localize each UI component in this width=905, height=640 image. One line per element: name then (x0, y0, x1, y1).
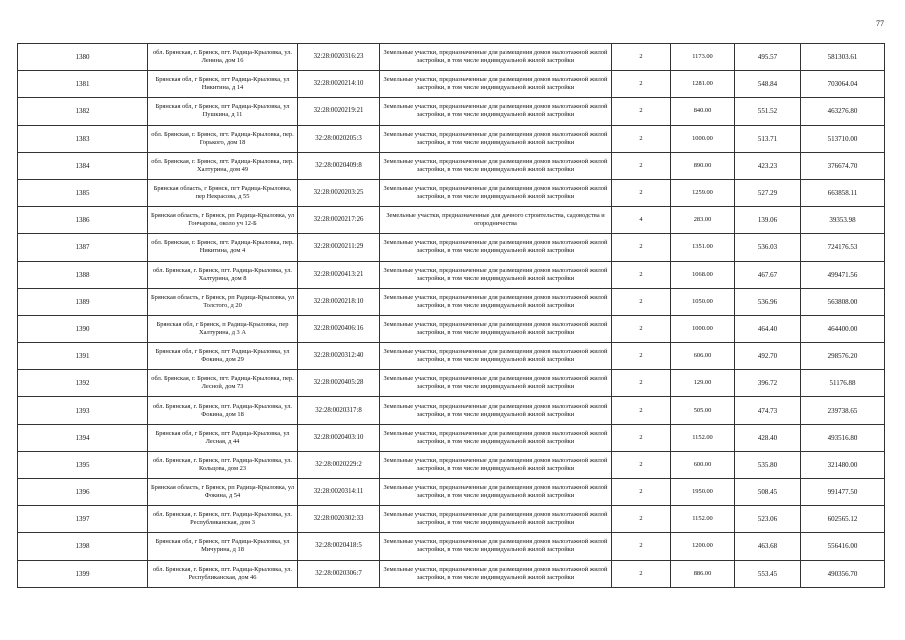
group-cell: 2 (612, 560, 671, 587)
specific-value-cell: 523.06 (735, 506, 801, 533)
area-cell: 1259.00 (671, 179, 735, 206)
area-cell: 606.00 (671, 343, 735, 370)
permitted-use-cell: Земельные участки, предназначенные для размещения домов малоэтажной жилой застройки, в том числе индивидуальной жилой застройки (380, 288, 612, 315)
area-cell: 1152.00 (671, 506, 735, 533)
area-cell: 129.00 (671, 370, 735, 397)
permitted-use-cell: Земельные участки, предназначенные для размещения домов малоэтажной жилой застройки, в том числе индивидуальной жилой застройки (380, 370, 612, 397)
address-cell: обл. Брянская, г. Брянск, пгт. Радица-Крыловка, пер. Горького, дом 18 (148, 125, 298, 152)
cadastral-value-cell: 321480.00 (801, 451, 885, 478)
area-cell: 1173.00 (671, 44, 735, 71)
cadastral-number-cell: 32:28:0020306:7 (298, 560, 380, 587)
table-row (18, 179, 885, 206)
cadastral-value-cell: 239738.65 (801, 397, 885, 424)
permitted-use-cell: Земельные участки, предназначенные для размещения домов малоэтажной жилой застройки, в том числе индивидуальной жилой застройки (380, 506, 612, 533)
row-number-cell: 1388 (18, 261, 148, 288)
row-number-cell: 1392 (18, 370, 148, 397)
specific-value-cell: 463.68 (735, 533, 801, 560)
row-number-cell: 1385 (18, 179, 148, 206)
address-cell: Брянская обл, г Брянск, п Радица-Крыловка, пер Халтурина, д 3 А (148, 315, 298, 342)
table-row (18, 370, 885, 397)
permitted-use-cell: Земельные участки, предназначенные для размещения домов малоэтажной жилой застройки, в том числе индивидуальной жилой застройки (380, 397, 612, 424)
area-cell: 1152.00 (671, 424, 735, 451)
address-cell: Брянская обл, г Брянск, пгт Радица-Крыловка, ул Фокина, дом 29 (148, 343, 298, 370)
area-cell: 840.00 (671, 98, 735, 125)
permitted-use-cell: Земельные участки, предназначенные для размещения домов малоэтажной жилой застройки, в том числе индивидуальной жилой застройки (380, 560, 612, 587)
cadastral-number-cell: 32:28:0020409:8 (298, 152, 380, 179)
permitted-use-cell: Земельные участки, предназначенные для дачного строительства, садоводства и огородничества (380, 207, 612, 234)
permitted-use-cell: Земельные участки, предназначенные для размещения домов малоэтажной жилой застройки, в том числе индивидуальной жилой застройки (380, 343, 612, 370)
page-number: 77 (876, 19, 884, 28)
row-number-cell: 1384 (18, 152, 148, 179)
group-cell: 2 (612, 234, 671, 261)
specific-value-cell: 139.06 (735, 207, 801, 234)
address-cell: Брянская обл, г Брянск, пгт Радица-Крыловка, ул Мичурина, д 18 (148, 533, 298, 560)
group-cell: 2 (612, 98, 671, 125)
address-cell: Брянская область, г Брянск, рп Радица-Крыловка, ул Толстого, д 20 (148, 288, 298, 315)
cadastral-number-cell: 32:28:0020203:25 (298, 179, 380, 206)
specific-value-cell: 508.45 (735, 479, 801, 506)
group-cell: 2 (612, 424, 671, 451)
address-cell: Брянская область, г Брянск, пгт Радица-Крыловка, пер Некрасова, д 55 (148, 179, 298, 206)
cadastral-number-cell: 32:28:0020218:10 (298, 288, 380, 315)
cadastral-number-cell: 32:28:0020214:10 (298, 71, 380, 98)
row-number-cell: 1389 (18, 288, 148, 315)
address-cell: обл. Брянская, г. Брянск, пгт. Радица-Крыловка, пер. Халтурина, дом 49 (148, 152, 298, 179)
specific-value-cell: 536.96 (735, 288, 801, 315)
area-cell: 1068.00 (671, 261, 735, 288)
cadastral-number-cell: 32:28:0020406:16 (298, 315, 380, 342)
area-cell: 1950.00 (671, 479, 735, 506)
cadastral-number-cell: 32:28:0020219:21 (298, 98, 380, 125)
row-number-cell: 1393 (18, 397, 148, 424)
row-number-cell: 1390 (18, 315, 148, 342)
address-cell: Брянская обл, г Брянск, пгт Радица-Крыловка, ул Пушкина, д 11 (148, 98, 298, 125)
cadastral-value-cell: 298576.20 (801, 343, 885, 370)
cadastral-value-cell: 991477.50 (801, 479, 885, 506)
row-number-cell: 1381 (18, 71, 148, 98)
address-cell: Брянская обл, г Брянск, пгт Радица-Крыловка, ул Лесная, д 44 (148, 424, 298, 451)
specific-value-cell: 396.72 (735, 370, 801, 397)
specific-value-cell: 527.29 (735, 179, 801, 206)
cadastral-value-cell: 724176.53 (801, 234, 885, 261)
area-cell: 1000.00 (671, 315, 735, 342)
group-cell: 2 (612, 288, 671, 315)
row-number-cell: 1398 (18, 533, 148, 560)
cadastral-number-cell: 32:28:0020403:10 (298, 424, 380, 451)
permitted-use-cell: Земельные участки, предназначенные для размещения домов малоэтажной жилой застройки, в том числе индивидуальной жилой застройки (380, 125, 612, 152)
address-cell: Брянская обл, г Брянск, пгт Радица-Крыловка, ул Никитина, д 14 (148, 71, 298, 98)
row-number-cell: 1395 (18, 451, 148, 478)
group-cell: 2 (612, 506, 671, 533)
address-cell: обл. Брянская, г. Брянск, пгт. Радица-Крыловка, пер. Никитина, дом 4 (148, 234, 298, 261)
specific-value-cell: 423.23 (735, 152, 801, 179)
specific-value-cell: 467.67 (735, 261, 801, 288)
cadastral-value-cell: 563808.00 (801, 288, 885, 315)
row-number-cell: 1386 (18, 207, 148, 234)
group-cell: 2 (612, 533, 671, 560)
area-cell: 1281.00 (671, 71, 735, 98)
cadastral-value-cell: 513710.00 (801, 125, 885, 152)
area-cell: 886.00 (671, 560, 735, 587)
area-cell: 1050.00 (671, 288, 735, 315)
cadastral-value-cell: 463276.80 (801, 98, 885, 125)
group-cell: 2 (612, 152, 671, 179)
table-row (18, 343, 885, 370)
table-row (18, 152, 885, 179)
row-number-cell: 1396 (18, 479, 148, 506)
specific-value-cell: 428.40 (735, 424, 801, 451)
permitted-use-cell: Земельные участки, предназначенные для размещения домов малоэтажной жилой застройки, в том числе индивидуальной жилой застройки (380, 71, 612, 98)
specific-value-cell: 551.52 (735, 98, 801, 125)
area-cell: 1000.00 (671, 125, 735, 152)
row-number-cell: 1387 (18, 234, 148, 261)
row-number-cell: 1380 (18, 44, 148, 71)
cadastral-number-cell: 32:28:0020316:23 (298, 44, 380, 71)
address-cell: обл. Брянская, г. Брянск, пгт. Радица-Крыловка, ул. Фокина, дом 18 (148, 397, 298, 424)
permitted-use-cell: Земельные участки, предназначенные для размещения домов малоэтажной жилой застройки, в том числе индивидуальной жилой застройки (380, 234, 612, 261)
table-row (18, 397, 885, 424)
cadastral-number-cell: 32:28:0020418:5 (298, 533, 380, 560)
specific-value-cell: 474.73 (735, 397, 801, 424)
address-cell: обл. Брянская, г. Брянск, пгт. Радица-Крыловка, ул. Кольцова, дом 23 (148, 451, 298, 478)
cadastral-number-cell: 32:28:0020312:40 (298, 343, 380, 370)
group-cell: 2 (612, 71, 671, 98)
table-row (18, 424, 885, 451)
table-row (18, 98, 885, 125)
row-number-cell: 1383 (18, 125, 148, 152)
table-row (18, 451, 885, 478)
cadastral-value-cell: 703064.04 (801, 71, 885, 98)
table-row (18, 207, 885, 234)
group-cell: 2 (612, 125, 671, 152)
cadastral-number-cell: 32:28:0020317:8 (298, 397, 380, 424)
table-row (18, 506, 885, 533)
group-cell: 2 (612, 179, 671, 206)
permitted-use-cell: Земельные участки, предназначенные для размещения домов малоэтажной жилой застройки, в том числе индивидуальной жилой застройки (380, 179, 612, 206)
group-cell: 2 (612, 261, 671, 288)
area-cell: 890.00 (671, 152, 735, 179)
cadastral-number-cell: 32:28:0020205:3 (298, 125, 380, 152)
cadastral-value-cell: 490356.70 (801, 560, 885, 587)
cadastral-value-cell: 51176.88 (801, 370, 885, 397)
permitted-use-cell: Земельные участки, предназначенные для размещения домов малоэтажной жилой застройки, в том числе индивидуальной жилой застройки (380, 533, 612, 560)
group-cell: 2 (612, 315, 671, 342)
permitted-use-cell: Земельные участки, предназначенные для размещения домов малоэтажной жилой застройки, в том числе индивидуальной жилой застройки (380, 424, 612, 451)
table-row (18, 125, 885, 152)
row-number-cell: 1391 (18, 343, 148, 370)
table-body (18, 44, 885, 588)
table-row (18, 479, 885, 506)
group-cell: 2 (612, 343, 671, 370)
table-row (18, 234, 885, 261)
permitted-use-cell: Земельные участки, предназначенные для размещения домов малоэтажной жилой застройки, в том числе индивидуальной жилой застройки (380, 451, 612, 478)
row-number-cell: 1382 (18, 98, 148, 125)
area-cell: 1351.00 (671, 234, 735, 261)
group-cell: 2 (612, 370, 671, 397)
group-cell: 2 (612, 479, 671, 506)
address-cell: обл. Брянская, г. Брянск, пгт. Радица-Крыловка, ул. Республиканская, дом 46 (148, 560, 298, 587)
specific-value-cell: 553.45 (735, 560, 801, 587)
area-cell: 283.00 (671, 207, 735, 234)
cadastral-value-cell: 39353.98 (801, 207, 885, 234)
specific-value-cell: 495.57 (735, 44, 801, 71)
specific-value-cell: 536.03 (735, 234, 801, 261)
area-cell: 600.00 (671, 451, 735, 478)
cadastral-number-cell: 32:28:0020405:28 (298, 370, 380, 397)
cadastral-value-cell: 493516.80 (801, 424, 885, 451)
permitted-use-cell: Земельные участки, предназначенные для размещения домов малоэтажной жилой застройки, в том числе индивидуальной жилой застройки (380, 261, 612, 288)
table-row (18, 261, 885, 288)
cadastral-value-cell: 602565.12 (801, 506, 885, 533)
table-row (18, 288, 885, 315)
specific-value-cell: 513.71 (735, 125, 801, 152)
cadastral-number-cell: 32:28:0020302:33 (298, 506, 380, 533)
area-cell: 505.00 (671, 397, 735, 424)
cadastral-value-cell: 499471.56 (801, 261, 885, 288)
table-row (18, 315, 885, 342)
address-cell: Брянская область, г Брянск, рп Радица-Крыловка, ул Фокина, д 54 (148, 479, 298, 506)
cadastral-value-cell: 376674.70 (801, 152, 885, 179)
row-number-cell: 1394 (18, 424, 148, 451)
cadastral-value-cell: 581303.61 (801, 44, 885, 71)
table-row (18, 560, 885, 587)
permitted-use-cell: Земельные участки, предназначенные для размещения домов малоэтажной жилой застройки, в том числе индивидуальной жилой застройки (380, 44, 612, 71)
table-row (18, 533, 885, 560)
table-row (18, 71, 885, 98)
cadastral-number-cell: 32:28:0020211:29 (298, 234, 380, 261)
address-cell: обл. Брянская, г. Брянск, пгт. Радица-Крыловка, ул. Халтурина, дом 8 (148, 261, 298, 288)
cadastral-number-cell: 32:28:0020413:21 (298, 261, 380, 288)
specific-value-cell: 535.80 (735, 451, 801, 478)
row-number-cell: 1399 (18, 560, 148, 587)
group-cell: 2 (612, 44, 671, 71)
table-row (18, 44, 885, 71)
address-cell: обл. Брянская, г. Брянск, пгт. Радица-Крыловка, ул. Ленина, дом 16 (148, 44, 298, 71)
area-cell: 1200.00 (671, 533, 735, 560)
address-cell: обл. Брянская, г. Брянск, пгт. Радица-Крыловка, пер. Лесной, дом 73 (148, 370, 298, 397)
cadastral-number-cell: 32:28:0020314:11 (298, 479, 380, 506)
group-cell: 2 (612, 451, 671, 478)
specific-value-cell: 548.84 (735, 71, 801, 98)
address-cell: Брянская область, г Брянск, рп Радица-Крыловка, ул Гончарова, около уч 12-Б (148, 207, 298, 234)
cadastral-number-cell: 32:28:0020229:2 (298, 451, 380, 478)
address-cell: обл. Брянская, г. Брянск, пгт. Радица-Крыловка, ул. Республиканская, дом 3 (148, 506, 298, 533)
permitted-use-cell: Земельные участки, предназначенные для размещения домов малоэтажной жилой застройки, в том числе индивидуальной жилой застройки (380, 479, 612, 506)
permitted-use-cell: Земельные участки, предназначенные для размещения домов малоэтажной жилой застройки, в том числе индивидуальной жилой застройки (380, 315, 612, 342)
specific-value-cell: 492.70 (735, 343, 801, 370)
cadastral-value-cell: 464400.00 (801, 315, 885, 342)
specific-value-cell: 464.40 (735, 315, 801, 342)
group-cell: 4 (612, 207, 671, 234)
permitted-use-cell: Земельные участки, предназначенные для размещения домов малоэтажной жилой застройки, в том числе индивидуальной жилой застройки (380, 152, 612, 179)
cadastral-value-cell: 663858.11 (801, 179, 885, 206)
group-cell: 2 (612, 397, 671, 424)
cadastral-value-cell: 556416.00 (801, 533, 885, 560)
permitted-use-cell: Земельные участки, предназначенные для размещения домов малоэтажной жилой застройки, в том числе индивидуальной жилой застройки (380, 98, 612, 125)
land-plots-table (17, 43, 885, 588)
row-number-cell: 1397 (18, 506, 148, 533)
cadastral-number-cell: 32:28:0020217:26 (298, 207, 380, 234)
